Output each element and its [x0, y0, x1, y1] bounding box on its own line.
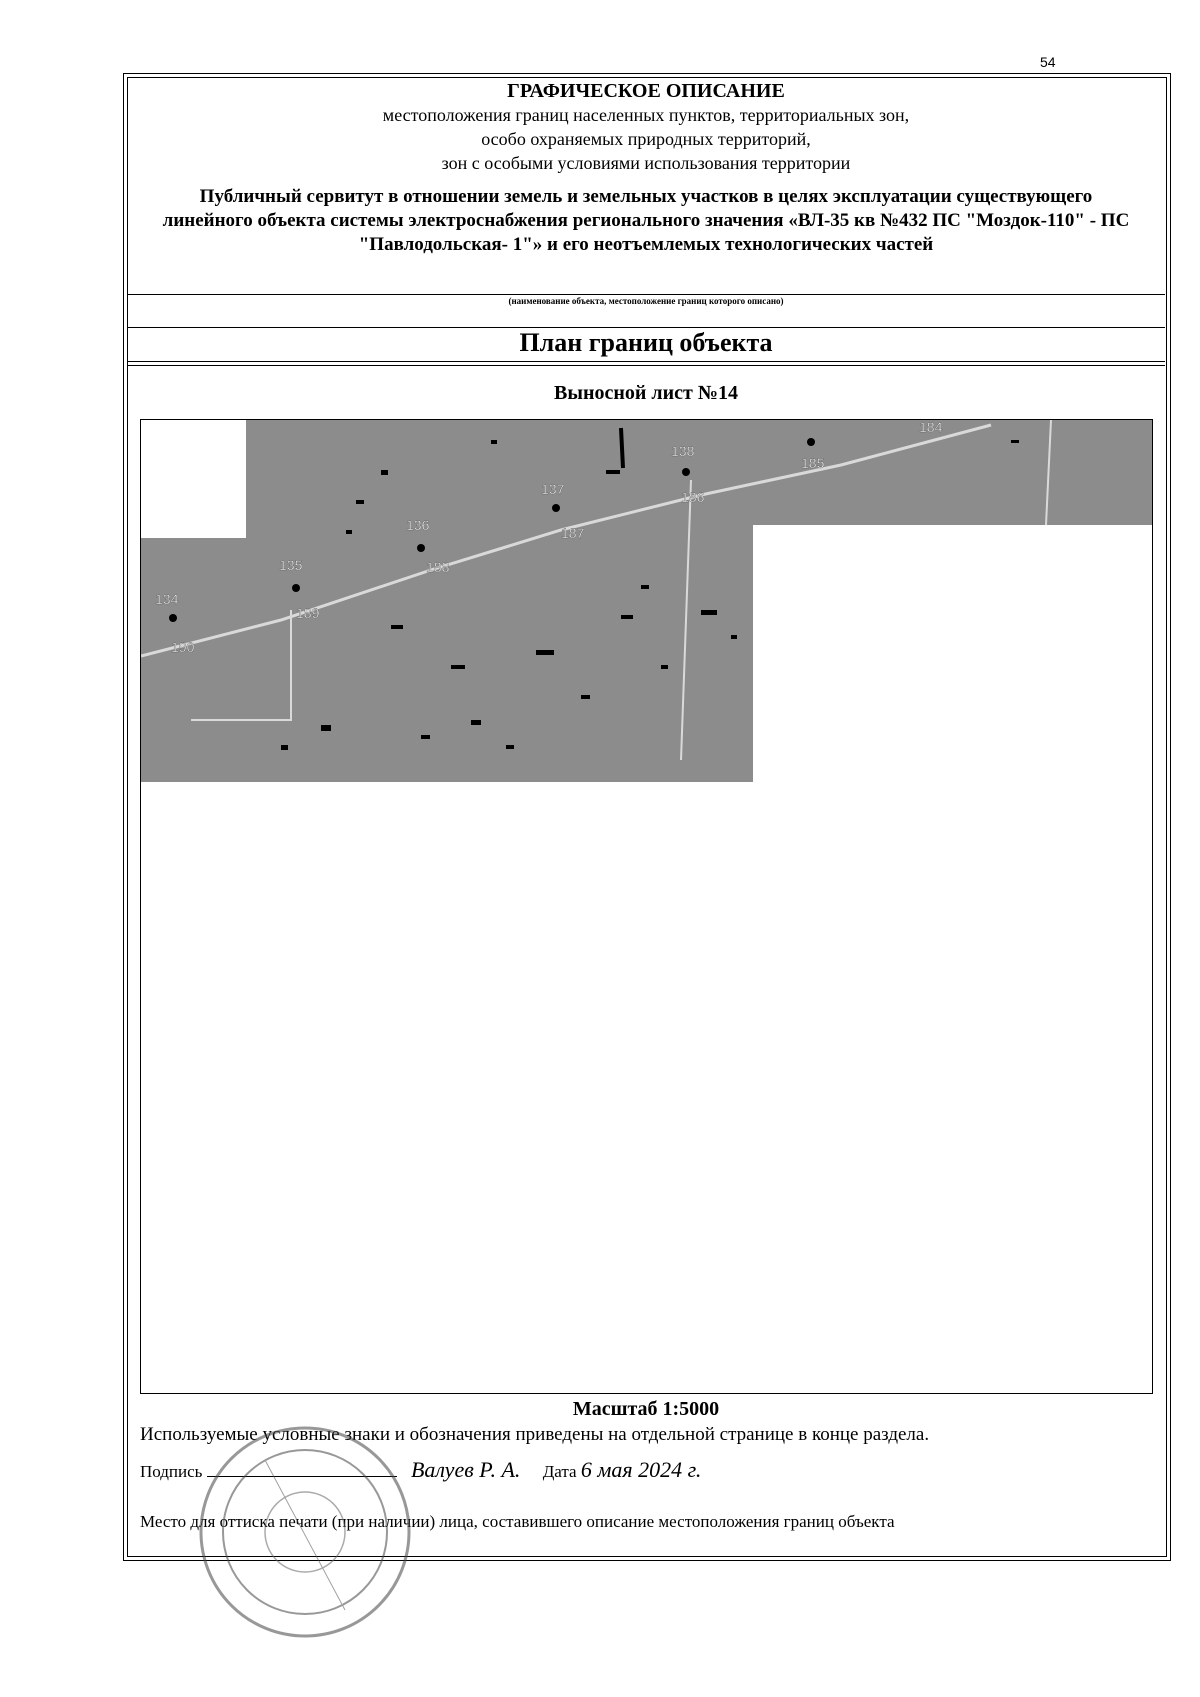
page-number: 54 — [1040, 54, 1056, 70]
map-image — [141, 420, 1152, 1393]
label-135: 135 — [279, 557, 303, 573]
header-line-1: местоположения границ населенных пунктов, территориальных зон, — [382, 105, 910, 125]
date-label: Дата — [542, 1462, 577, 1481]
point-mark-136 — [417, 544, 425, 552]
map-frame — [140, 419, 1153, 1394]
label-188: 188 — [426, 559, 450, 575]
date-value: 6 мая 2024 г. — [580, 1457, 702, 1482]
label-138: 138 — [671, 443, 695, 459]
plan-title: План границ объекта — [519, 328, 773, 357]
label-185: 185 — [801, 455, 825, 471]
point-mark-134 — [169, 614, 177, 622]
label-134: 134 — [155, 591, 179, 607]
header-line-3: зон с особыми условиями использования территории — [441, 153, 851, 173]
point-mark-138 — [682, 468, 690, 476]
separator-3 — [127, 361, 1165, 362]
point-mark-137 — [552, 504, 560, 512]
sheet-title: Выносной лист №14 — [554, 382, 738, 404]
label-137: 137 — [541, 481, 565, 497]
map-area — [141, 420, 1152, 782]
seal-note: Место для оттиска печати (при наличии) лица, составившего описание местоположения границ объекта — [140, 1512, 895, 1531]
label-184: 184 — [919, 420, 943, 435]
label-186: 186 — [681, 489, 705, 505]
pole-mark — [621, 428, 623, 468]
legend-note: Используемые условные знаки и обозначения приведены на отдельной странице в конце раздела. — [140, 1424, 930, 1445]
label-190: 190 — [171, 639, 195, 655]
label-136: 136 — [406, 517, 430, 533]
document-title: ГРАФИЧЕСКОЕ ОПИСАНИЕ — [507, 80, 785, 102]
object-name: Публичный сервитут в отношении земель и земельных участков в целях эксплуатации существующего линейного объекта системы электроснабжения регионального значения «ВЛ-35 кв №432 ПС "Моздок-110" - ПС "Павлодольская- 1"» и его неотъемлемых технологических частей — [162, 186, 1130, 255]
header-line-2: особо охраняемых природных территорий, — [481, 129, 811, 149]
label-187: 187 — [561, 525, 585, 541]
point-mark-135 — [292, 584, 300, 592]
label-189: 189 — [296, 605, 320, 621]
map-scale: Масштаб 1:5000 — [572, 1398, 720, 1420]
point-mark-185 — [807, 438, 815, 446]
signature-label: Подпись — [140, 1462, 203, 1481]
object-caption: (наименование объекта, местоположение границ которого описано) — [508, 296, 784, 306]
signer-name: Валуев Р. А. — [410, 1457, 521, 1482]
seal-stamp — [195, 1420, 415, 1645]
separator-4 — [127, 365, 1165, 366]
separator-1 — [127, 294, 1165, 295]
header — [127, 77, 1165, 257]
